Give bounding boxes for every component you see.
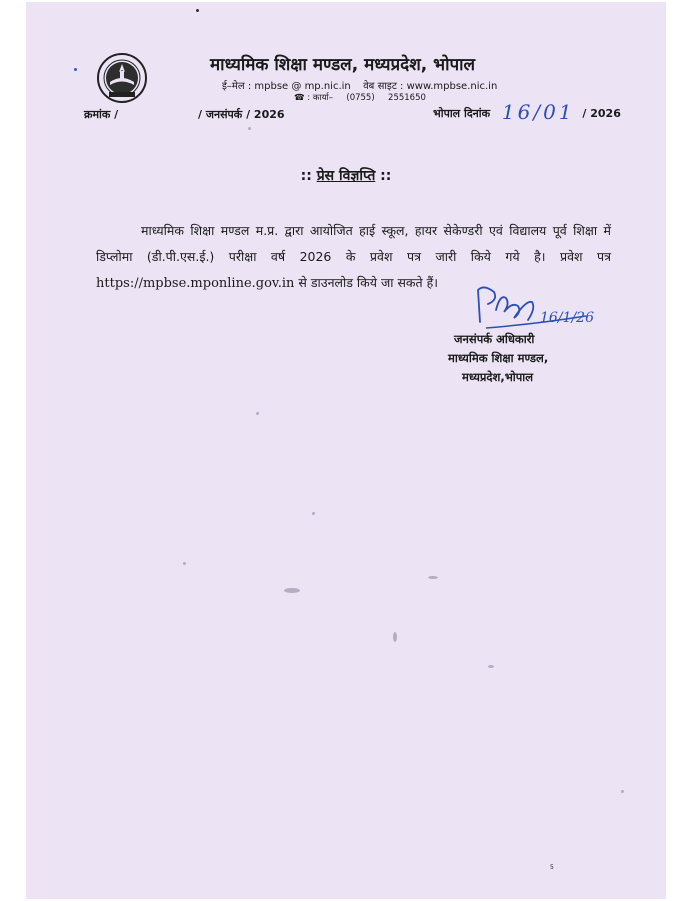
paper-speck: [393, 632, 397, 642]
handwritten-date: 16/01: [501, 100, 575, 124]
phone-code: (0755): [346, 93, 375, 103]
date-label: भोपाल दिनांक: [433, 107, 491, 120]
date-year: / 2026: [582, 107, 621, 120]
margin-dot: [196, 9, 199, 12]
reference-department: / जनसंपर्क / 2026: [198, 108, 285, 121]
website-address: www.mpbse.nic.in: [406, 81, 498, 92]
press-release-heading: [26, 166, 666, 185]
phone-label: ☎ : कार्या–: [294, 93, 333, 103]
admit-card-url: https://mpbse.mponline.gov.in: [96, 276, 295, 291]
paper-speck: [284, 588, 300, 593]
signatory-title: जनसंपर्क अधिकारी: [454, 332, 535, 346]
website-label: वेब साइट :: [363, 81, 404, 92]
body-text: माध्यमिक शिक्षा मण्डल म.प्र. द्वारा आयोजित हाई स्कूल, हायर सेकेण्डरी एवं विद्यालय पूर्व शिक्षा में डिप्लोमा (डी.पी.एस.ई.) परीक्षा वर्ष 2026 के प्रवेश पत्र जारी किये गये है। प्रवेश पत्र: [96, 223, 611, 264]
paper-speck: [312, 512, 315, 515]
date-line: [433, 100, 621, 124]
paper-speck: [428, 576, 438, 579]
email-address: mpbse @ mp.nic.in: [254, 81, 351, 92]
paper-speck: [256, 412, 259, 415]
body-end: से डाउनलोड किये जा सकते हैं।: [298, 275, 438, 290]
signatory-city: मध्यप्रदेश,भोपाल: [462, 370, 534, 384]
contact-line: [222, 78, 497, 92]
reference-number-label: क्रमांक /: [84, 108, 119, 121]
email-label: ई–मेल :: [222, 81, 252, 92]
paper-speck: [621, 790, 624, 793]
paper-speck: [183, 562, 186, 565]
svg-text:16/1/26: 16/1/26: [540, 310, 594, 326]
phone-line: [294, 92, 426, 103]
document-page: [26, 2, 666, 899]
heading-prefix: ::: [300, 168, 312, 184]
paper-speck: [488, 665, 494, 668]
organization-title: माध्यमिक शिक्षा मण्डल, मध्यप्रदेश, भोपाल: [210, 55, 476, 75]
press-release-title: प्रेस विज्ञप्ति: [316, 168, 376, 184]
phone-number: 2551650: [388, 93, 426, 103]
margin-dot: [74, 68, 77, 71]
handwritten-signature: [466, 280, 596, 340]
page-mark: 5: [550, 864, 554, 871]
paper-speck: [248, 127, 251, 130]
signatory-organization: माध्यमिक शिक्षा मण्डल,: [448, 351, 549, 365]
heading-suffix: ::: [380, 168, 392, 184]
board-emblem-logo: [96, 52, 148, 104]
